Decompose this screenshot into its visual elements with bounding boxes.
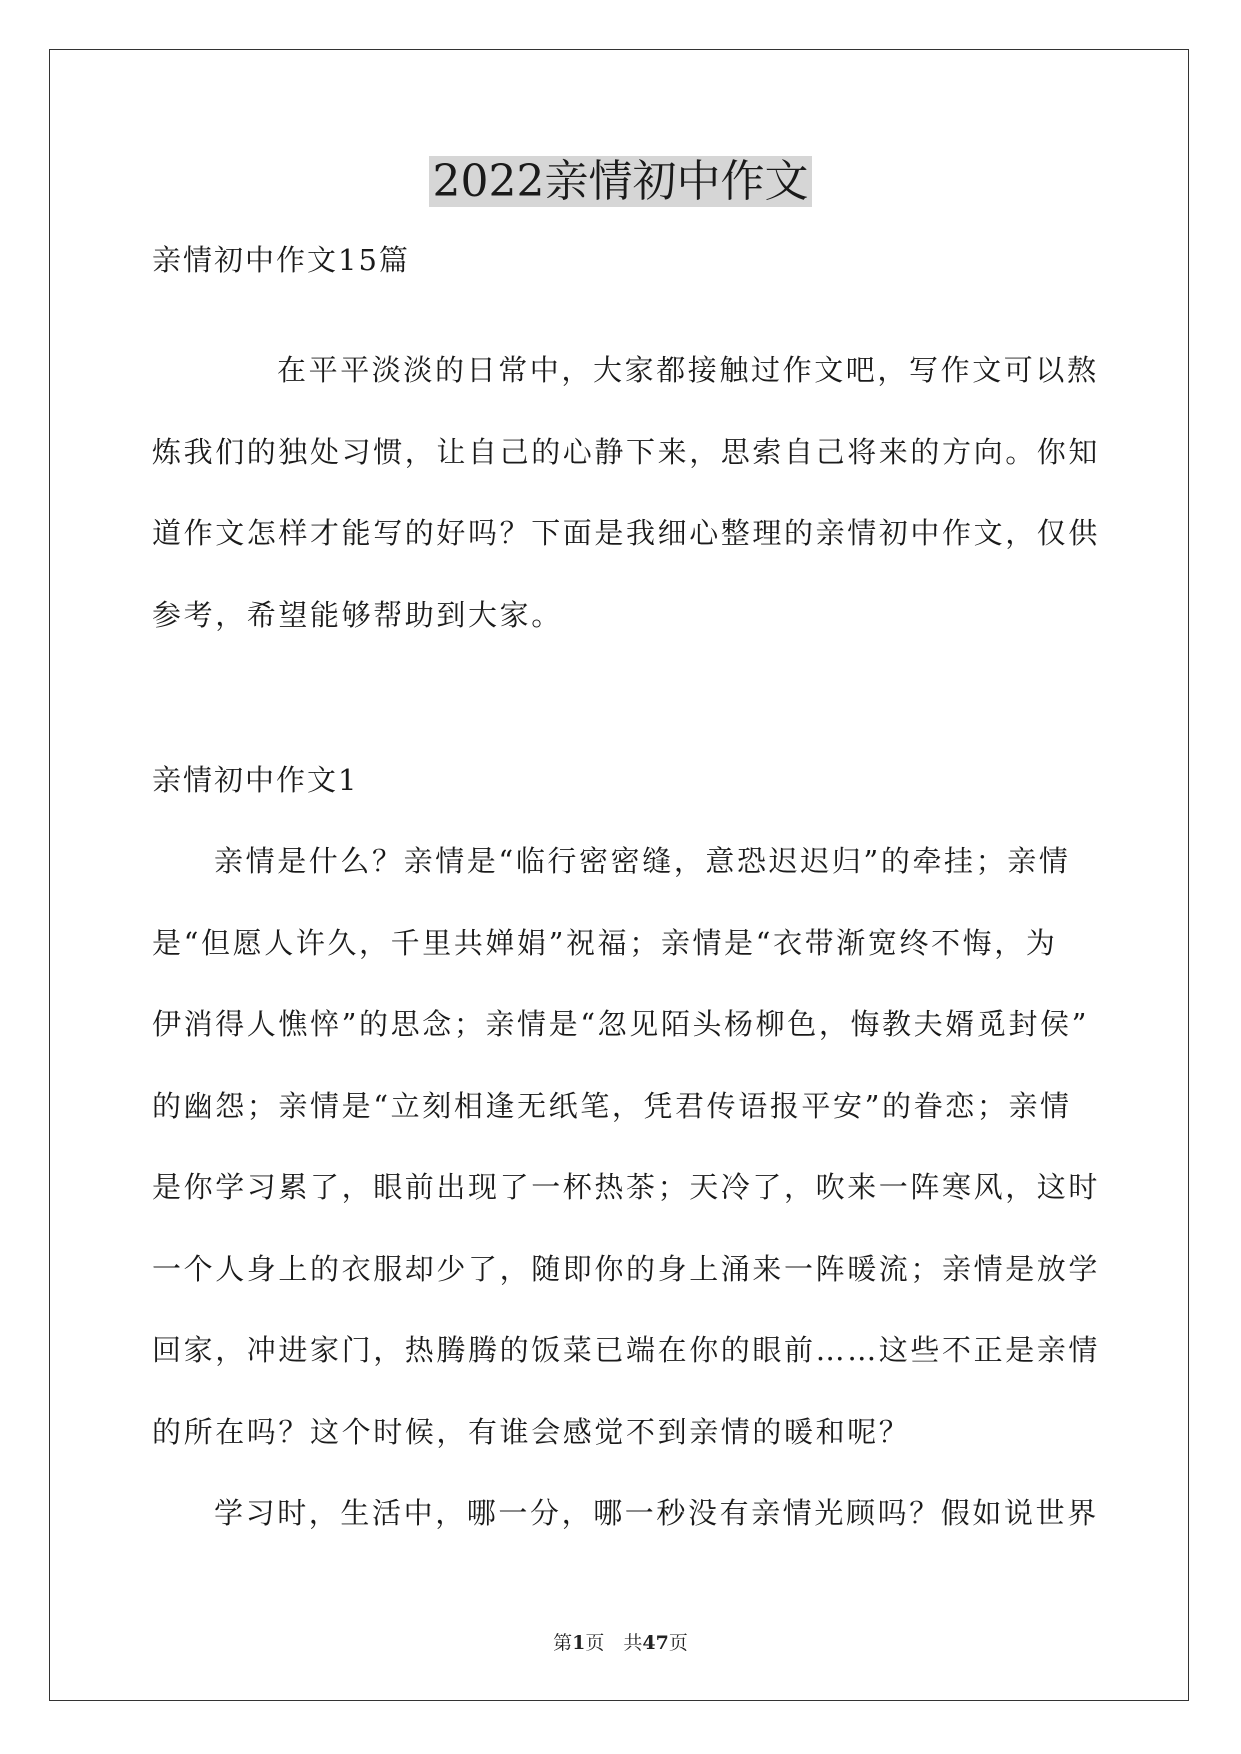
intro-line: 参考，希望能够帮助到大家。: [152, 597, 563, 632]
paragraph-1-line: 伊消得人憔悴”的思念；亲情是“忽见陌头杨柳色，悔教夫婿觅封侯”: [152, 1007, 1090, 1041]
page-footer: [0, 1628, 1241, 1655]
paragraph-1-line: 的所在吗？这个时候，有谁会感觉不到亲情的暖和呢？: [152, 1414, 911, 1449]
footer-page-mid: 页 共: [585, 1632, 643, 1654]
document-title: [0, 150, 1241, 214]
paragraph-1-line: 的幽怨；亲情是“立刻相逢无纸笔，凭君传语报平安”的眷恋；亲情: [152, 1088, 1072, 1123]
paragraph-2-line: 学习时，生活中，哪一分，哪一秒没有亲情光顾吗？假如说世界: [214, 1496, 1099, 1530]
paragraph-1-line: 回家，冲进家门，热腾腾的饭菜已端在你的眼前……这些不正是亲情: [152, 1333, 1101, 1367]
paragraph-1-line: 是你学习累了，眼前出现了一杯热茶；天冷了，吹来一阵寒风，这时: [152, 1170, 1101, 1204]
document-title-text: 2022亲情初中作文: [429, 156, 813, 207]
footer-page-total: 47: [642, 1632, 669, 1654]
paragraph-1: [152, 821, 1101, 1473]
section-heading: 亲情初中作文1: [152, 763, 359, 797]
intro-line: 道作文怎样才能写的好吗？下面是我细心整理的亲情初中作文，仅供: [152, 516, 1101, 550]
paragraph-1-line: 一个人身上的衣服却少了，随即你的身上涌来一阵暖流；亲情是放学: [152, 1251, 1101, 1286]
paragraph-1-line: 亲情是什么？亲情是“临行密密缝，意恐迟迟归”的牵挂；亲情: [214, 844, 1071, 878]
paragraph-2: [152, 1473, 1099, 1555]
intro-line: 在平平淡淡的日常中，大家都接触过作文吧，写作文可以熬: [277, 353, 1099, 387]
footer-page-prefix: 第: [553, 1632, 573, 1654]
footer-page-suffix: 页: [668, 1632, 688, 1654]
document-subtitle: 亲情初中作文15篇: [152, 243, 410, 277]
intro-line: 炼我们的独处习惯，让自己的心静下来，思索自己将来的方向。你知: [152, 434, 1101, 469]
footer-page-number: 1: [572, 1632, 586, 1654]
intro-paragraph: [152, 330, 1101, 656]
paragraph-1-line: 是“但愿人许久，千里共婵娟”祝福；亲情是“衣带渐宽终不悔，为: [152, 925, 1058, 960]
